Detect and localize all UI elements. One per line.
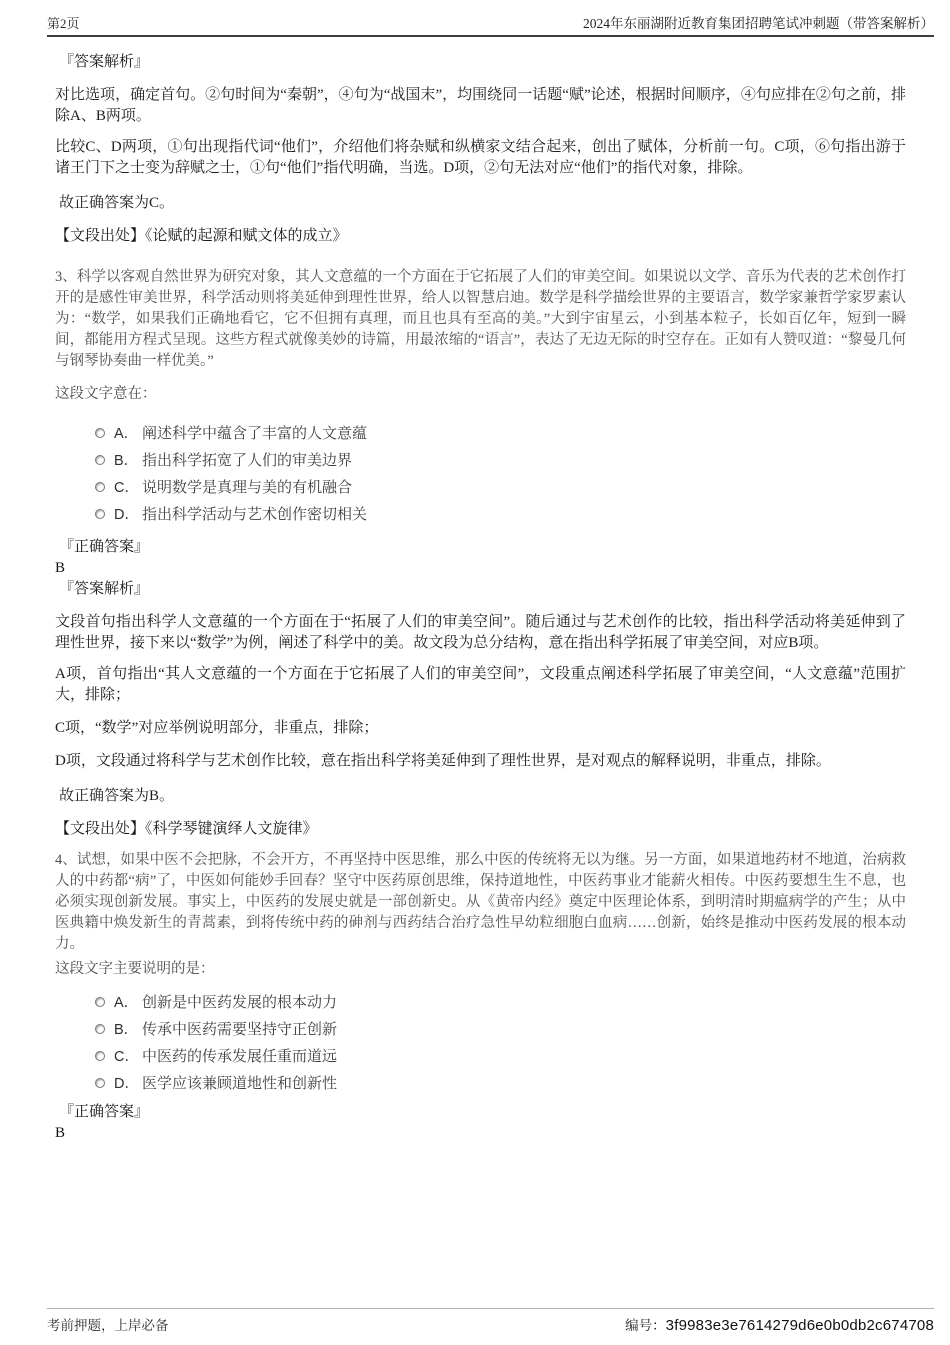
- option-text: 说明数学是真理与美的有机融合: [142, 480, 353, 496]
- code-value: 3f9983e3e7614279d6e0b0db2c674708: [665, 1317, 934, 1334]
- option-row-b[interactable]: [95, 1015, 906, 1042]
- option-text: 阐述科学中蕴含了丰富的人文意蕴: [142, 426, 368, 442]
- option-radio[interactable]: [95, 1024, 105, 1034]
- analysis-paragraph: 对比选项，确定首句。②句时间为“秦朝”，④句为“战国末”，均围绕同一话题“赋”论述，根据时间顺序，④句应排在②句之前，排除A、B两项。: [55, 87, 906, 124]
- option-radio[interactable]: [95, 455, 105, 465]
- page-footer: [47, 1308, 934, 1334]
- analysis-label-q3: 『答案解析』: [59, 581, 150, 597]
- option-letter: D．: [114, 1076, 139, 1092]
- option-row-d[interactable]: [95, 1069, 906, 1096]
- option-row-c[interactable]: [95, 1042, 906, 1069]
- analysis-paragraph: A项，首句指出“其人文意蕴的一个方面在于它拓展了人们的审美空间”，文段重点阐述科学拓展了审美空间，“人文意蕴”范围扩大，排除；: [55, 666, 906, 703]
- option-radio[interactable]: [95, 1078, 105, 1088]
- option-radio[interactable]: [95, 482, 105, 492]
- document-code: [625, 1314, 934, 1334]
- question-4-prompt: 这段文字主要说明的是：: [55, 961, 215, 977]
- footer-slogan: 考前押题，上岸必备: [47, 1318, 169, 1333]
- option-text: 指出科学活动与艺术创作密切相关: [142, 507, 368, 523]
- option-letter: A．: [114, 426, 139, 442]
- option-letter: C．: [114, 1049, 139, 1065]
- correct-answer-label-q3: 『正确答案』: [59, 539, 150, 555]
- option-letter: A．: [114, 995, 139, 1011]
- analysis-paragraph: 文段首句指出科学人文意蕴的一个方面在于“拓展了人们的审美空间”。随后通过与艺术创作的比较，指出科学活动将美延伸到了理性世界，接下来以“数学”为例，阐述了科学中的美。故文段为总分结构，意在指出科学拓展了审美空间，对应B项。: [55, 614, 906, 651]
- correct-answer-label-q4: 『正确答案』: [59, 1104, 150, 1120]
- question-3-prompt: 这段文字意在：: [55, 386, 157, 402]
- option-text: 中医药的传承发展任重而道远: [142, 1049, 338, 1065]
- page-content: [55, 46, 906, 1144]
- question-3-options: [55, 419, 906, 527]
- question-4-options: [55, 988, 906, 1096]
- option-row-a[interactable]: [95, 988, 906, 1015]
- passage-source-q2: 【文段出处】《论赋的起源和赋文体的成立》: [55, 228, 348, 244]
- option-letter: B．: [114, 1022, 139, 1038]
- analysis-label-q2: 『答案解析』: [59, 54, 150, 70]
- page-header: [47, 12, 934, 37]
- option-text: 传承中医药需要坚持守正创新: [142, 1022, 338, 1038]
- passage-source-q3: 【文段出处】《科学琴键演绎人文旋律》: [55, 821, 318, 837]
- option-radio[interactable]: [95, 509, 105, 519]
- answer-conclusion-q2: 故正确答案为C。: [59, 195, 175, 211]
- question-3-stem: 3、科学以客观自然世界为研究对象，其人文意蕴的一个方面在于它拓展了人们的审美空间。如果说以文学、音乐为代表的艺术创作打开的是感性审美世界，科学活动则将美延伸到理性世界，给人以智慧启迪。数学是科学描绘世界的主要语言，数学家兼哲学家罗素认为：“数学，如果我们正确地看它，它不但拥有真理，而且也具有至高的美。”大到宇宙星云，小到基本粒子，长如百亿年，短到一瞬间，都能用方程式呈现。这些方程式就像美妙的诗篇，用最浓缩的“语言”，表达了无边无际的时空存在。正如有人赞叹道：“黎曼几何与钢琴协奏曲一样优美。”: [55, 269, 906, 369]
- option-radio[interactable]: [95, 1051, 105, 1061]
- page-number: 第2页: [47, 16, 80, 31]
- option-text: 创新是中医药发展的根本动力: [142, 995, 338, 1011]
- code-label: 编号：: [625, 1318, 666, 1333]
- option-row-d[interactable]: [95, 500, 906, 527]
- option-text: 医学应该兼顾道地性和创新性: [142, 1076, 338, 1092]
- analysis-paragraph: 比较C、D两项，①句出现指代词“他们”，介绍他们将杂赋和纵横家文结合起来，创出了赋体，分析前一句。C项，⑥句指出游于诸王门下之士变为辞赋之士，①句“他们”指代明确，当选。D项，②句无法对应“他们”的指代对象，排除。: [55, 139, 906, 176]
- option-row-a[interactable]: [95, 419, 906, 446]
- option-letter: B．: [114, 453, 139, 469]
- document-title: 2024年东丽湖附近教育集团招聘笔试冲刺题（带答案解析）: [583, 16, 934, 31]
- option-text: 指出科学拓宽了人们的审美边界: [142, 453, 353, 469]
- option-row-b[interactable]: [95, 446, 906, 473]
- analysis-paragraph: D项，文段通过将科学与艺术创作比较，意在指出科学将美延伸到了理性世界，是对观点的解释说明，非重点，排除。: [55, 753, 831, 769]
- option-row-c[interactable]: [95, 473, 906, 500]
- option-letter: D．: [114, 507, 139, 523]
- option-letter: C．: [114, 480, 139, 496]
- correct-answer-value-q4: B: [55, 1125, 66, 1141]
- answer-conclusion-q3: 故正确答案为B。: [59, 788, 175, 804]
- option-radio[interactable]: [95, 997, 105, 1007]
- question-4-stem: 4、试想，如果中医不会把脉，不会开方，不再坚持中医思维，那么中医的传统将无以为继。另一方面，如果道地药材不地道，治病救人的中药都“病”了，中医如何能妙手回春？坚守中医药原创思维，保持道地性，中医药事业才能薪火相传。中医药要想生生不息，也必须实现创新发展。事实上，中医药的发展史就是一部创新史。从《黄帝内经》奠定中医理论体系，到明清时期瘟病学的产生；从中医典籍中焕发新生的青蒿素，到将传统中药的砷剂与西药结合治疗急性早幼粒细胞白血病……创新，始终是推动中医药发展的根本动力。: [55, 852, 906, 952]
- option-radio[interactable]: [95, 428, 105, 438]
- analysis-paragraph: C项，“数学”对应举例说明部分，非重点，排除；: [55, 720, 379, 736]
- correct-answer-value-q3: B: [55, 560, 66, 576]
